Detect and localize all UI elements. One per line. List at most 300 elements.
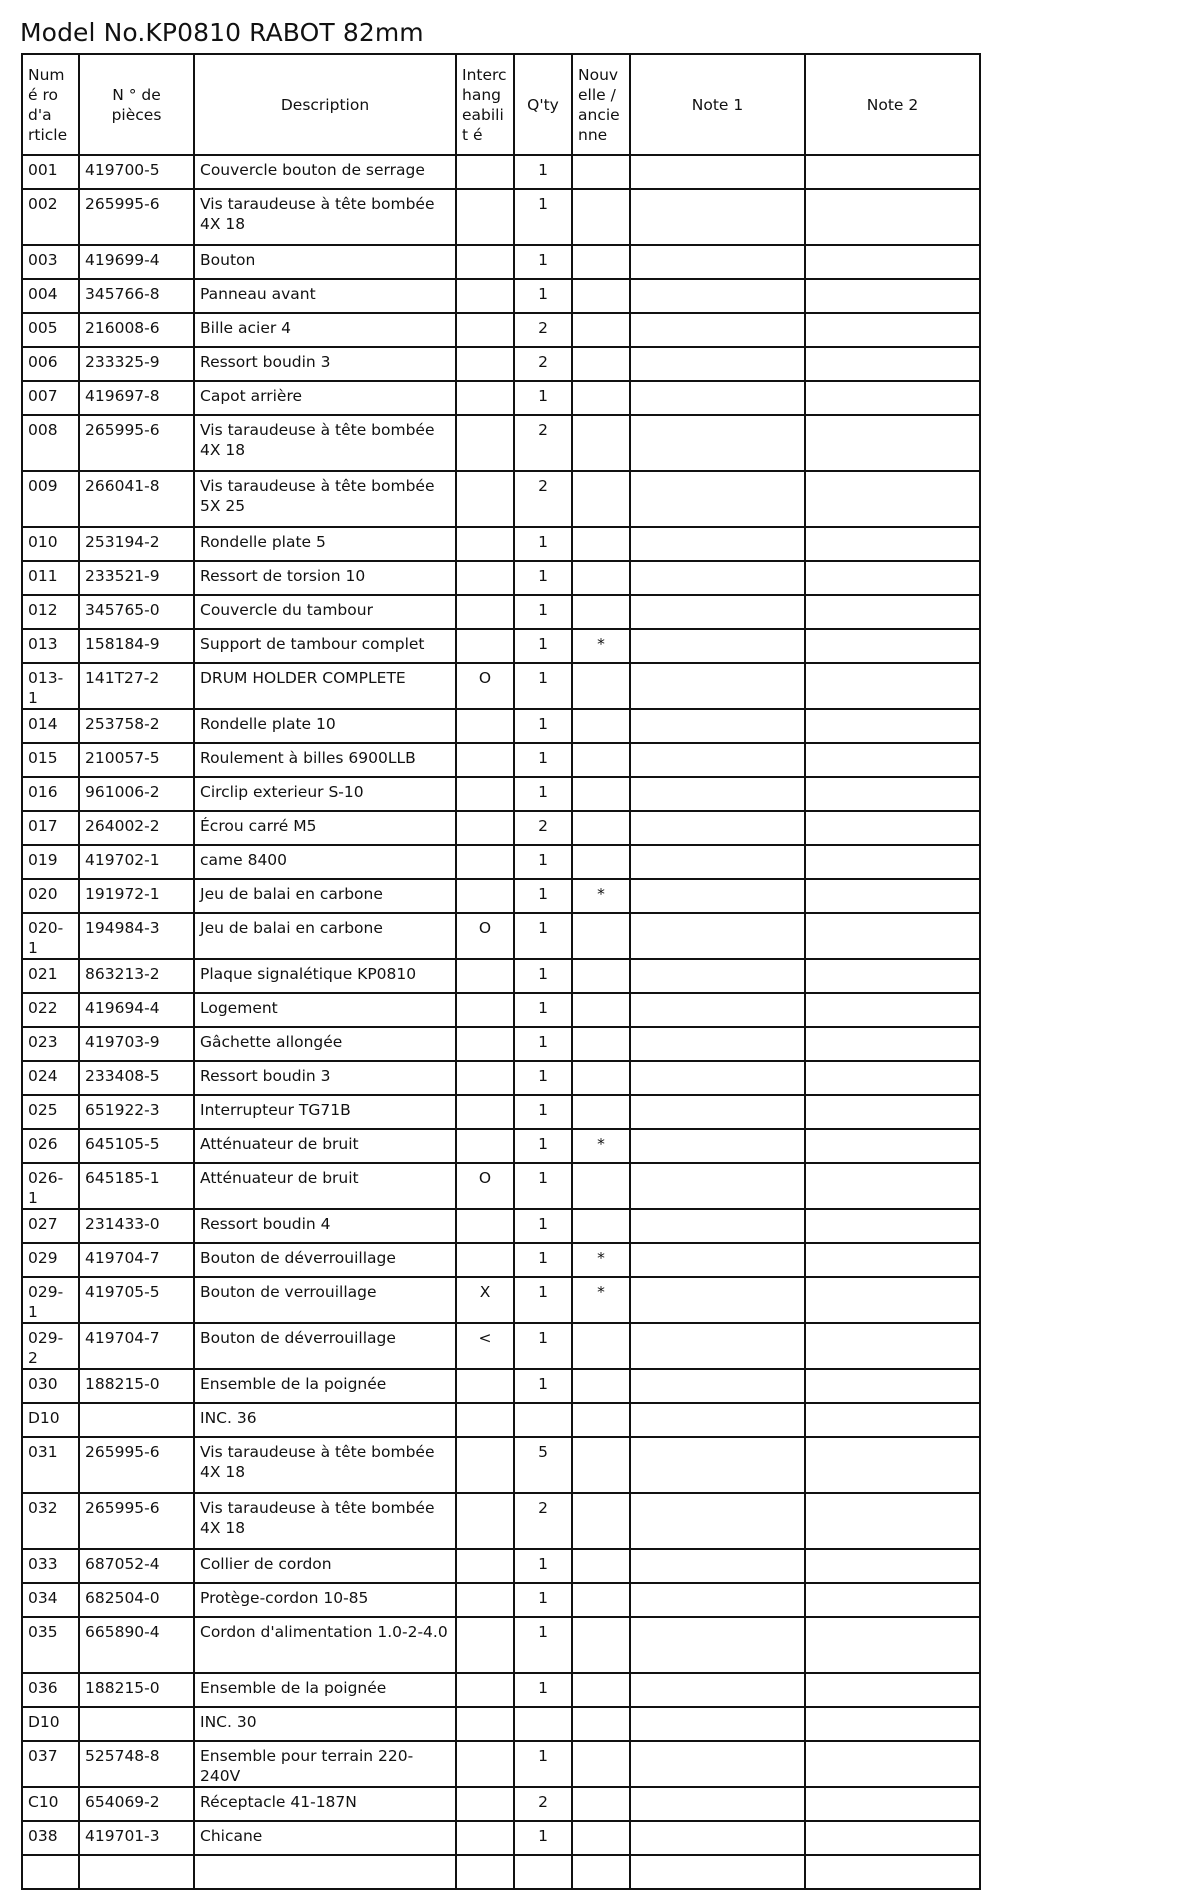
cell-description: Bouton xyxy=(194,245,456,279)
cell-note-1 xyxy=(630,1061,805,1095)
cell-interchangeability xyxy=(456,415,514,471)
cell-new-old xyxy=(572,1209,630,1243)
cell-part-number: 141T27-2 xyxy=(79,663,194,709)
cell-description: Ressort de torsion 10 xyxy=(194,561,456,595)
cell-quantity: 1 xyxy=(514,1163,572,1209)
table-row xyxy=(22,811,980,845)
cell-quantity: 1 xyxy=(514,1821,572,1855)
cell-description: Vis taraudeuse à tête bombée 4X 18 xyxy=(194,189,456,245)
cell-quantity: 2 xyxy=(514,347,572,381)
cell-interchangeability xyxy=(456,1129,514,1163)
cell-item-number: 008 xyxy=(22,415,79,471)
cell-part-number: 682504-0 xyxy=(79,1583,194,1617)
cell-item-number: 019 xyxy=(22,845,79,879)
cell-part-number: 233325-9 xyxy=(79,347,194,381)
cell-note-2 xyxy=(805,189,980,245)
cell-note-2 xyxy=(805,1787,980,1821)
cell-description: Chicane xyxy=(194,1821,456,1855)
cell-note-1 xyxy=(630,1493,805,1549)
cell-part-number: 419703-9 xyxy=(79,1027,194,1061)
cell-item-number: 030 xyxy=(22,1369,79,1403)
cell-item-number: 021 xyxy=(22,959,79,993)
cell-part-number: 419704-7 xyxy=(79,1323,194,1369)
cell-quantity: 1 xyxy=(514,381,572,415)
cell-description: Ressort boudin 3 xyxy=(194,1061,456,1095)
cell-item-number: 009 xyxy=(22,471,79,527)
cell-new-old xyxy=(572,1323,630,1369)
cell-description: DRUM HOLDER COMPLETE xyxy=(194,663,456,709)
cell-quantity: 1 xyxy=(514,709,572,743)
cell-item-number: 038 xyxy=(22,1821,79,1855)
cell-note-2 xyxy=(805,279,980,313)
cell-new-old xyxy=(572,1855,630,1889)
cell-item-number: D10 xyxy=(22,1403,79,1437)
cell-quantity: 1 xyxy=(514,1129,572,1163)
cell-note-1 xyxy=(630,595,805,629)
cell-part-number: 645185-1 xyxy=(79,1163,194,1209)
cell-description: Protège-cordon 10-85 xyxy=(194,1583,456,1617)
cell-new-old xyxy=(572,1369,630,1403)
cell-note-2 xyxy=(805,1403,980,1437)
table-row xyxy=(22,1209,980,1243)
cell-description: Support de tambour complet xyxy=(194,629,456,663)
cell-item-number: 016 xyxy=(22,777,79,811)
cell-item-number: C10 xyxy=(22,1787,79,1821)
cell-note-2 xyxy=(805,1163,980,1209)
cell-interchangeability xyxy=(456,1369,514,1403)
cell-quantity: 2 xyxy=(514,471,572,527)
cell-interchangeability xyxy=(456,1707,514,1741)
cell-note-2 xyxy=(805,1027,980,1061)
cell-interchangeability: O xyxy=(456,913,514,959)
cell-interchangeability xyxy=(456,629,514,663)
cell-description: Bille acier 4 xyxy=(194,313,456,347)
cell-new-old xyxy=(572,415,630,471)
cell-part-number: 233521-9 xyxy=(79,561,194,595)
cell-new-old xyxy=(572,811,630,845)
cell-item-number: 029-2 xyxy=(22,1323,79,1369)
cell-note-1 xyxy=(630,1549,805,1583)
cell-quantity: 1 xyxy=(514,1617,572,1673)
cell-description: Logement xyxy=(194,993,456,1027)
cell-interchangeability xyxy=(456,1493,514,1549)
table-row xyxy=(22,381,980,415)
cell-quantity: 1 xyxy=(514,845,572,879)
cell-quantity: 1 xyxy=(514,1549,572,1583)
cell-note-1 xyxy=(630,1027,805,1061)
table-row xyxy=(22,595,980,629)
cell-quantity xyxy=(514,1707,572,1741)
cell-item-number: 005 xyxy=(22,313,79,347)
cell-note-1 xyxy=(630,1741,805,1787)
table-row xyxy=(22,993,980,1027)
table-row xyxy=(22,1855,980,1889)
cell-description: Interrupteur TG71B xyxy=(194,1095,456,1129)
cell-item-number: 033 xyxy=(22,1549,79,1583)
cell-part-number: 419700-5 xyxy=(79,155,194,189)
cell-note-1 xyxy=(630,1129,805,1163)
cell-quantity: 2 xyxy=(514,811,572,845)
cell-part-number: 194984-3 xyxy=(79,913,194,959)
cell-new-old xyxy=(572,1741,630,1787)
cell-item-number: 007 xyxy=(22,381,79,415)
cell-new-old xyxy=(572,959,630,993)
cell-note-2 xyxy=(805,347,980,381)
cell-note-2 xyxy=(805,1617,980,1673)
cell-part-number: 231433-0 xyxy=(79,1209,194,1243)
cell-note-2 xyxy=(805,1323,980,1369)
table-row xyxy=(22,561,980,595)
cell-note-2 xyxy=(805,993,980,1027)
table-body xyxy=(22,155,980,1889)
cell-item-number: 024 xyxy=(22,1061,79,1095)
cell-interchangeability xyxy=(456,993,514,1027)
table-row xyxy=(22,189,980,245)
cell-interchangeability xyxy=(456,1061,514,1095)
table-row xyxy=(22,1437,980,1493)
cell-note-2 xyxy=(805,1549,980,1583)
cell-item-number: 027 xyxy=(22,1209,79,1243)
cell-interchangeability xyxy=(456,155,514,189)
table-row xyxy=(22,415,980,471)
cell-part-number: 188215-0 xyxy=(79,1673,194,1707)
cell-new-old: * xyxy=(572,1129,630,1163)
cell-note-2 xyxy=(805,1821,980,1855)
cell-description: Vis taraudeuse à tête bombée 5X 25 xyxy=(194,471,456,527)
cell-quantity: 2 xyxy=(514,415,572,471)
cell-note-1 xyxy=(630,1277,805,1323)
cell-quantity: 1 xyxy=(514,1095,572,1129)
header-part-number: N ° de pièces xyxy=(79,54,194,155)
cell-description: Ensemble de la poignée xyxy=(194,1369,456,1403)
cell-note-1 xyxy=(630,189,805,245)
cell-item-number xyxy=(22,1855,79,1889)
cell-quantity: 1 xyxy=(514,1209,572,1243)
cell-quantity: 1 xyxy=(514,279,572,313)
cell-item-number: D10 xyxy=(22,1707,79,1741)
cell-interchangeability: X xyxy=(456,1277,514,1323)
table-row xyxy=(22,913,980,959)
table-row xyxy=(22,527,980,561)
cell-note-1 xyxy=(630,1403,805,1437)
cell-interchangeability xyxy=(456,1027,514,1061)
cell-note-2 xyxy=(805,629,980,663)
cell-note-1 xyxy=(630,709,805,743)
cell-interchangeability xyxy=(456,709,514,743)
cell-new-old: * xyxy=(572,879,630,913)
cell-note-1 xyxy=(630,993,805,1027)
cell-quantity: 1 xyxy=(514,1277,572,1323)
cell-note-1 xyxy=(630,959,805,993)
cell-part-number: 345765-0 xyxy=(79,595,194,629)
cell-note-2 xyxy=(805,1583,980,1617)
cell-quantity: 1 xyxy=(514,879,572,913)
cell-new-old xyxy=(572,595,630,629)
cell-interchangeability xyxy=(456,1549,514,1583)
table-row xyxy=(22,959,980,993)
cell-part-number: 253758-2 xyxy=(79,709,194,743)
cell-new-old xyxy=(572,1493,630,1549)
cell-description: Couvercle du tambour xyxy=(194,595,456,629)
table-row xyxy=(22,1369,980,1403)
cell-description: Rondelle plate 5 xyxy=(194,527,456,561)
cell-quantity xyxy=(514,1403,572,1437)
cell-new-old xyxy=(572,155,630,189)
cell-part-number: 419701-3 xyxy=(79,1821,194,1855)
cell-note-2 xyxy=(805,743,980,777)
cell-item-number: 015 xyxy=(22,743,79,777)
cell-description: Ensemble de la poignée xyxy=(194,1673,456,1707)
table-row xyxy=(22,1493,980,1549)
table-row xyxy=(22,777,980,811)
cell-description: Capot arrière xyxy=(194,381,456,415)
cell-interchangeability: < xyxy=(456,1323,514,1369)
cell-item-number: 026 xyxy=(22,1129,79,1163)
cell-part-number: 345766-8 xyxy=(79,279,194,313)
cell-quantity: 1 xyxy=(514,1061,572,1095)
table-row xyxy=(22,245,980,279)
cell-new-old xyxy=(572,347,630,381)
cell-part-number: 233408-5 xyxy=(79,1061,194,1095)
cell-quantity: 1 xyxy=(514,913,572,959)
cell-item-number: 023 xyxy=(22,1027,79,1061)
cell-quantity: 1 xyxy=(514,1369,572,1403)
cell-item-number: 004 xyxy=(22,279,79,313)
cell-new-old xyxy=(572,561,630,595)
cell-quantity: 1 xyxy=(514,561,572,595)
cell-note-1 xyxy=(630,1617,805,1673)
cell-new-old xyxy=(572,845,630,879)
cell-new-old xyxy=(572,1787,630,1821)
cell-note-1 xyxy=(630,879,805,913)
cell-new-old xyxy=(572,1437,630,1493)
cell-quantity: 1 xyxy=(514,595,572,629)
cell-new-old xyxy=(572,993,630,1027)
cell-interchangeability xyxy=(456,527,514,561)
cell-interchangeability xyxy=(456,879,514,913)
cell-note-1 xyxy=(630,845,805,879)
cell-interchangeability xyxy=(456,1855,514,1889)
table-row xyxy=(22,629,980,663)
cell-interchangeability xyxy=(456,313,514,347)
cell-interchangeability xyxy=(456,777,514,811)
cell-quantity: 1 xyxy=(514,993,572,1027)
parts-table xyxy=(21,53,981,1890)
cell-item-number: 025 xyxy=(22,1095,79,1129)
cell-item-number: 026-1 xyxy=(22,1163,79,1209)
cell-description: Bouton de déverrouillage xyxy=(194,1323,456,1369)
cell-new-old xyxy=(572,471,630,527)
cell-description: Bouton de déverrouillage xyxy=(194,1243,456,1277)
cell-interchangeability xyxy=(456,1209,514,1243)
table-row xyxy=(22,1163,980,1209)
table-header xyxy=(22,54,980,155)
cell-part-number: 266041-8 xyxy=(79,471,194,527)
cell-new-old xyxy=(572,1027,630,1061)
cell-item-number: 014 xyxy=(22,709,79,743)
cell-note-2 xyxy=(805,879,980,913)
cell-interchangeability xyxy=(456,1741,514,1787)
cell-note-2 xyxy=(805,1673,980,1707)
cell-note-2 xyxy=(805,471,980,527)
cell-note-2 xyxy=(805,777,980,811)
cell-quantity: 1 xyxy=(514,777,572,811)
table-row xyxy=(22,663,980,709)
cell-item-number: 013 xyxy=(22,629,79,663)
table-row xyxy=(22,1617,980,1673)
header-note-1: Note 1 xyxy=(630,54,805,155)
cell-description: Atténuateur de bruit xyxy=(194,1163,456,1209)
cell-quantity: 1 xyxy=(514,527,572,561)
table-row xyxy=(22,313,980,347)
cell-interchangeability xyxy=(456,189,514,245)
cell-description: Ensemble pour terrain 220-240V xyxy=(194,1741,456,1787)
cell-note-2 xyxy=(805,1277,980,1323)
cell-note-2 xyxy=(805,527,980,561)
cell-new-old xyxy=(572,1707,630,1741)
cell-note-1 xyxy=(630,1583,805,1617)
cell-description: Vis taraudeuse à tête bombée 4X 18 xyxy=(194,1493,456,1549)
table-row xyxy=(22,1277,980,1323)
cell-new-old xyxy=(572,245,630,279)
cell-note-2 xyxy=(805,709,980,743)
table-row xyxy=(22,743,980,777)
cell-part-number: 265995-6 xyxy=(79,1437,194,1493)
cell-note-1 xyxy=(630,381,805,415)
cell-description: Écrou carré M5 xyxy=(194,811,456,845)
cell-note-1 xyxy=(630,663,805,709)
cell-interchangeability xyxy=(456,381,514,415)
cell-description: Vis taraudeuse à tête bombée 4X 18 xyxy=(194,415,456,471)
cell-interchangeability xyxy=(456,1673,514,1707)
cell-new-old xyxy=(572,1095,630,1129)
cell-new-old xyxy=(572,1617,630,1673)
cell-part-number: 687052-4 xyxy=(79,1549,194,1583)
cell-new-old xyxy=(572,1403,630,1437)
cell-note-1 xyxy=(630,1707,805,1741)
header-interchangeability: Interc hang eabilit é xyxy=(456,54,514,155)
cell-new-old: * xyxy=(572,629,630,663)
cell-new-old xyxy=(572,189,630,245)
cell-item-number: 001 xyxy=(22,155,79,189)
cell-part-number: 419702-1 xyxy=(79,845,194,879)
table-row xyxy=(22,1583,980,1617)
cell-note-2 xyxy=(805,1493,980,1549)
cell-part-number: 525748-8 xyxy=(79,1741,194,1787)
cell-note-2 xyxy=(805,663,980,709)
cell-new-old xyxy=(572,1821,630,1855)
cell-note-1 xyxy=(630,1243,805,1277)
cell-new-old: * xyxy=(572,1277,630,1323)
cell-part-number: 188215-0 xyxy=(79,1369,194,1403)
cell-new-old xyxy=(572,1583,630,1617)
cell-interchangeability xyxy=(456,1583,514,1617)
cell-item-number: 011 xyxy=(22,561,79,595)
cell-note-1 xyxy=(630,1209,805,1243)
cell-quantity: 1 xyxy=(514,959,572,993)
cell-quantity: 1 xyxy=(514,663,572,709)
cell-part-number: 158184-9 xyxy=(79,629,194,663)
cell-item-number: 022 xyxy=(22,993,79,1027)
cell-new-old xyxy=(572,1061,630,1095)
cell-part-number: 645105-5 xyxy=(79,1129,194,1163)
cell-description: Couvercle bouton de serrage xyxy=(194,155,456,189)
cell-item-number: 006 xyxy=(22,347,79,381)
cell-item-number: 020 xyxy=(22,879,79,913)
cell-item-number: 031 xyxy=(22,1437,79,1493)
cell-note-1 xyxy=(630,415,805,471)
cell-new-old xyxy=(572,1549,630,1583)
cell-part-number xyxy=(79,1707,194,1741)
cell-part-number: 216008-6 xyxy=(79,313,194,347)
cell-note-1 xyxy=(630,1787,805,1821)
cell-part-number: 651922-3 xyxy=(79,1095,194,1129)
cell-new-old xyxy=(572,709,630,743)
header-note-2: Note 2 xyxy=(805,54,980,155)
cell-quantity: 2 xyxy=(514,313,572,347)
table-row xyxy=(22,347,980,381)
cell-interchangeability xyxy=(456,1617,514,1673)
cell-item-number: 020-1 xyxy=(22,913,79,959)
cell-note-1 xyxy=(630,1821,805,1855)
cell-note-1 xyxy=(630,347,805,381)
cell-interchangeability xyxy=(456,561,514,595)
cell-description: Rondelle plate 10 xyxy=(194,709,456,743)
cell-part-number: 191972-1 xyxy=(79,879,194,913)
cell-note-1 xyxy=(630,313,805,347)
cell-interchangeability xyxy=(456,595,514,629)
cell-interchangeability xyxy=(456,1095,514,1129)
cell-quantity: 5 xyxy=(514,1437,572,1493)
cell-note-2 xyxy=(805,1095,980,1129)
cell-part-number: 419705-5 xyxy=(79,1277,194,1323)
cell-description: Ressort boudin 3 xyxy=(194,347,456,381)
cell-new-old xyxy=(572,1673,630,1707)
cell-quantity: 1 xyxy=(514,155,572,189)
cell-note-1 xyxy=(630,743,805,777)
table-row xyxy=(22,1787,980,1821)
cell-interchangeability: O xyxy=(456,663,514,709)
cell-part-number: 419704-7 xyxy=(79,1243,194,1277)
cell-note-1 xyxy=(630,245,805,279)
cell-note-1 xyxy=(630,629,805,663)
cell-description: Atténuateur de bruit xyxy=(194,1129,456,1163)
cell-description: Collier de cordon xyxy=(194,1549,456,1583)
table-row xyxy=(22,1243,980,1277)
cell-interchangeability xyxy=(456,959,514,993)
cell-interchangeability xyxy=(456,1821,514,1855)
cell-description xyxy=(194,1855,456,1889)
table-row xyxy=(22,1741,980,1787)
cell-item-number: 010 xyxy=(22,527,79,561)
cell-note-2 xyxy=(805,245,980,279)
cell-description: INC. 36 xyxy=(194,1403,456,1437)
cell-interchangeability xyxy=(456,347,514,381)
cell-quantity: 1 xyxy=(514,189,572,245)
cell-note-2 xyxy=(805,381,980,415)
cell-quantity: 2 xyxy=(514,1493,572,1549)
cell-new-old xyxy=(572,381,630,415)
table-row xyxy=(22,1095,980,1129)
cell-quantity xyxy=(514,1855,572,1889)
cell-quantity: 1 xyxy=(514,1673,572,1707)
cell-part-number: 419694-4 xyxy=(79,993,194,1027)
cell-item-number: 034 xyxy=(22,1583,79,1617)
cell-item-number: 037 xyxy=(22,1741,79,1787)
cell-note-2 xyxy=(805,959,980,993)
cell-part-number: 961006-2 xyxy=(79,777,194,811)
cell-note-2 xyxy=(805,1129,980,1163)
